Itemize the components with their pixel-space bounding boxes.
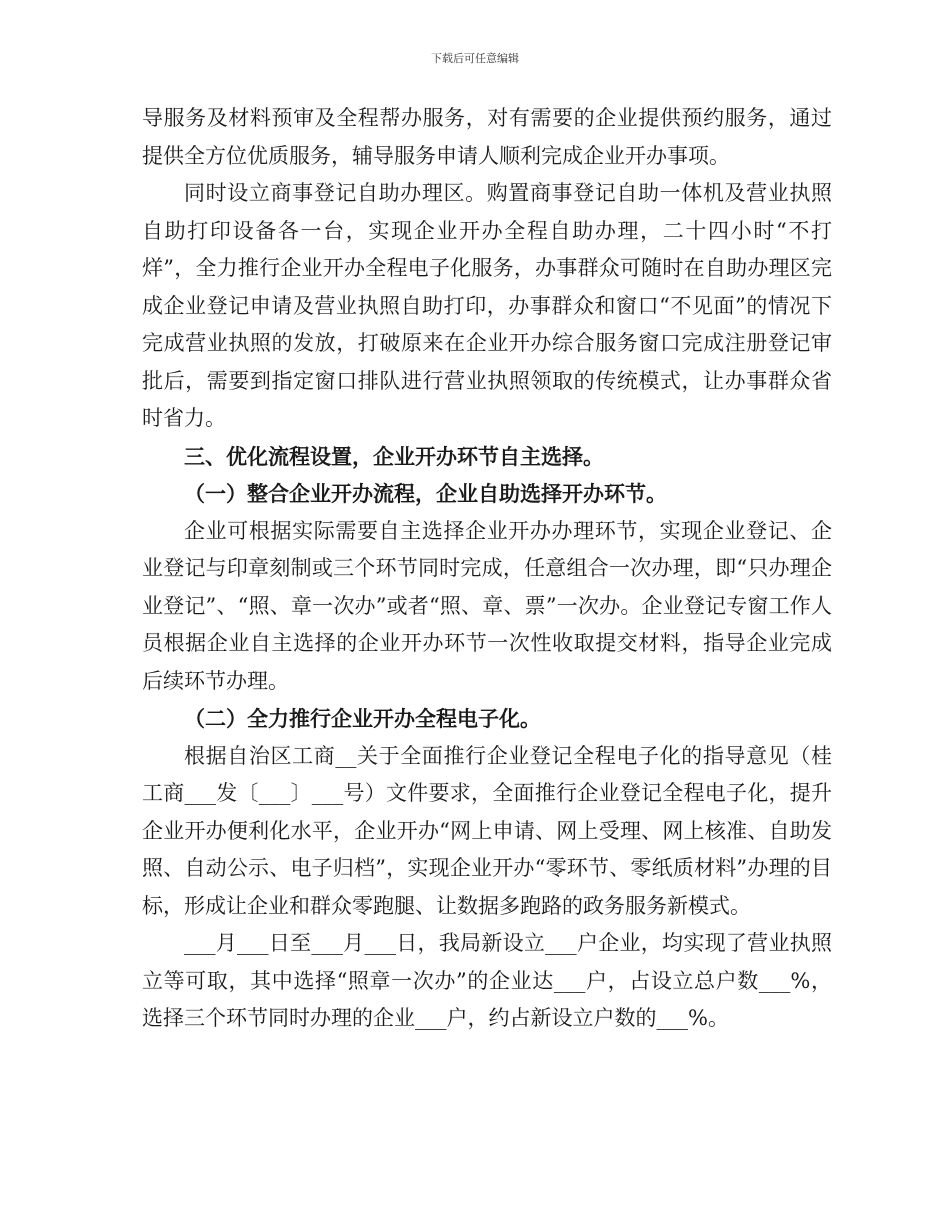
paragraph: 根据自治区工商__关于全面推行企业登记全程电子化的指导意见（桂工商___发〔___〕___号）文件要求，全面推行企业登记全程电子化，提升企业开办便利化水平，企业开办“网上申请、网上受理、网上核准、自助发照、自动公示、电子归档”，实现企业开办“零环节、零纸质材料”办理的目标，形成让企业和群众零跑腿、让数据多跑路的政务服务新模式。: [142, 743, 832, 918]
paragraph: 同时设立商事登记自助办理区。购置商事登记自助一体机及营业执照自助打印设备各一台，实现企业开办全程自助办理，二十四小时“不打烊”，全力推行企业开办全程电子化服务，办事群众可随时在自助办理区完成企业登记申请及营业执照自助打印，办事群众和窗口“不见面”的情况下完成营业执照的发放，打破原来在企业开办综合服务窗口完成注册登记审批后，需要到指定窗口排队进行营业执照领取的传统模式，让办事群众省时省力。: [142, 181, 832, 430]
subsection-heading: （二）全力推行企业开办全程电子化。: [184, 706, 541, 731]
section-heading: 三、优化流程设置，企业开办环节自主选择。: [184, 443, 604, 469]
paragraph: 导服务及材料预审及全程帮办服务，对有需要的企业提供预约服务，通过提供全方位优质服务，辅导服务申请人顺利完成企业开办事项。: [142, 106, 832, 168]
document-body: [142, 100, 832, 1038]
paragraph: ___月___日至___月___日，我局新设立___户企业，均实现了营业执照立等可取，其中选择“照章一次办”的企业达___户，占设立总户数___%，选择三个环节同时办理的企业___户，约占新设立户数的___%。: [142, 931, 832, 1030]
page-header: 下载后可任意编辑: [431, 52, 519, 65]
paragraph: 企业可根据实际需要自主选择企业开办办理环节，实现企业登记、企业登记与印章刻制或三个环节同时完成，任意组合一次办理，即“只办理企业登记”、“照、章一次办”或者“照、章、票”一次办。企业登记专窗工作人员根据企业自主选择的企业开办环节一次性收取提交材料，指导企业完成后续环节办理。: [142, 518, 832, 693]
subsection-heading: （一）整合企业开办流程，企业自助选择开办环节。: [184, 481, 667, 506]
